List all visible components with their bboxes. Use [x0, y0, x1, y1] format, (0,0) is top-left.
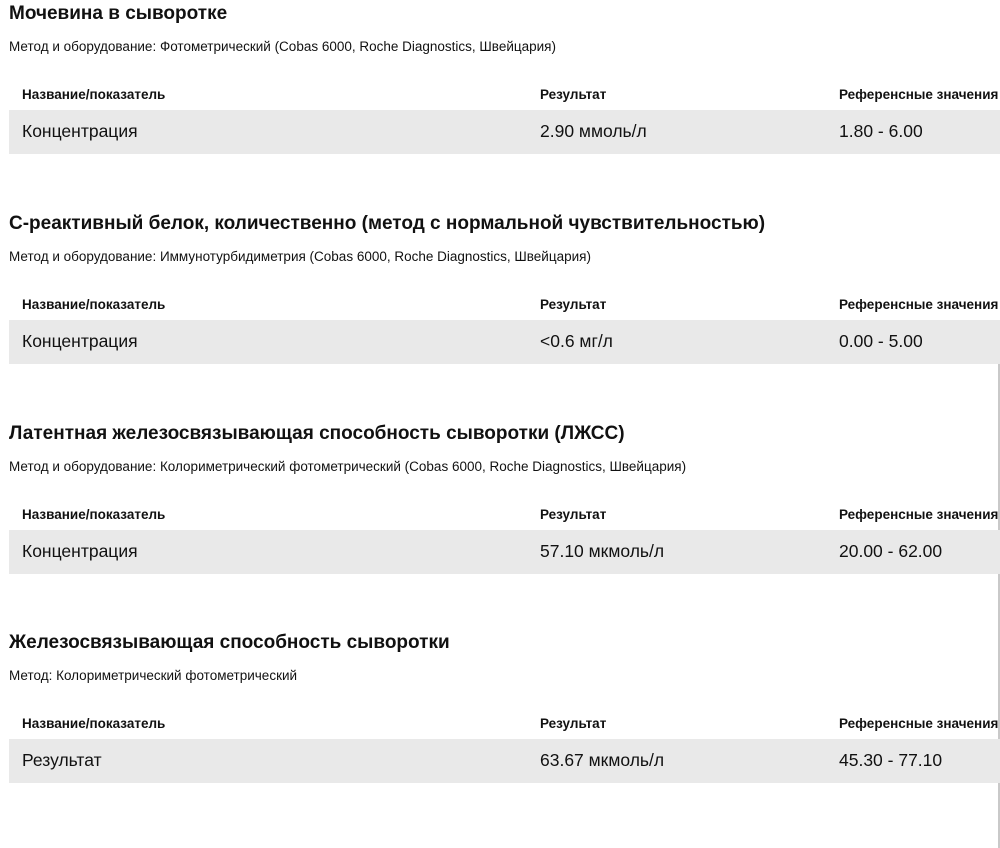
column-header-reference: Референсные значения: [839, 716, 999, 731]
row-reference: 20.00 - 62.00: [839, 541, 943, 561]
column-header-name: Название/показатель: [22, 716, 166, 731]
row-reference: 45.30 - 77.10: [839, 750, 943, 770]
column-header-reference: Референсные значения: [839, 87, 999, 102]
row-name: Концентрация: [22, 121, 138, 141]
table-header-row: [9, 84, 1000, 106]
method-line: Метод и оборудование: Колориметрический фотометрический (Cobas 6000, Roche Diagnostics, Швейцария): [9, 459, 687, 474]
section-title: Мочевина в сыворотке: [9, 3, 228, 24]
test-section-uibc: [9, 420, 1000, 620]
section-title: Железосвязывающая способность сыворотки: [9, 632, 450, 653]
row-result: 2.90 ммоль/л: [540, 121, 647, 141]
row-name: Результат: [22, 750, 102, 770]
method-line: Метод и оборудование: Фотометрический (Cobas 6000, Roche Diagnostics, Швейцария): [9, 39, 556, 54]
row-name: Концентрация: [22, 541, 138, 561]
column-header-reference: Референсные значения: [839, 297, 999, 312]
test-section-tibc: [9, 629, 1000, 829]
test-section-crp: [9, 210, 1000, 410]
section-title: Латентная железосвязывающая способность сыворотки (ЛЖСС): [9, 423, 625, 444]
table-header-row: [9, 294, 1000, 316]
column-header-result: Результат: [540, 716, 607, 731]
table-row: [9, 739, 1000, 783]
method-line: Метод: Колориметрический фотометрический: [9, 668, 298, 683]
test-section-urea: [9, 0, 1000, 200]
method-line: Метод и оборудование: Иммунотурбидиметрия (Cobas 6000, Roche Diagnostics, Швейцария): [9, 249, 591, 264]
table-row: [9, 110, 1000, 154]
section-title: С-реактивный белок, количественно (метод с нормальной чувствительностью): [9, 213, 766, 234]
table-row: [9, 530, 1000, 574]
column-header-result: Результат: [540, 507, 607, 522]
row-result: 57.10 мкмоль/л: [540, 541, 665, 561]
column-header-name: Название/показатель: [22, 507, 166, 522]
table-header-row: [9, 713, 1000, 735]
table-row: [9, 320, 1000, 364]
row-result: 63.67 мкмоль/л: [540, 750, 665, 770]
column-header-name: Название/показатель: [22, 87, 166, 102]
column-header-name: Название/показатель: [22, 297, 166, 312]
row-name: Концентрация: [22, 331, 138, 351]
column-header-result: Результат: [540, 297, 607, 312]
column-header-result: Результат: [540, 87, 607, 102]
row-result: <0.6 мг/л: [540, 331, 613, 351]
column-header-reference: Референсные значения: [839, 507, 999, 522]
row-reference: 1.80 - 6.00: [839, 121, 923, 141]
row-reference: 0.00 - 5.00: [839, 331, 923, 351]
table-header-row: [9, 504, 1000, 526]
